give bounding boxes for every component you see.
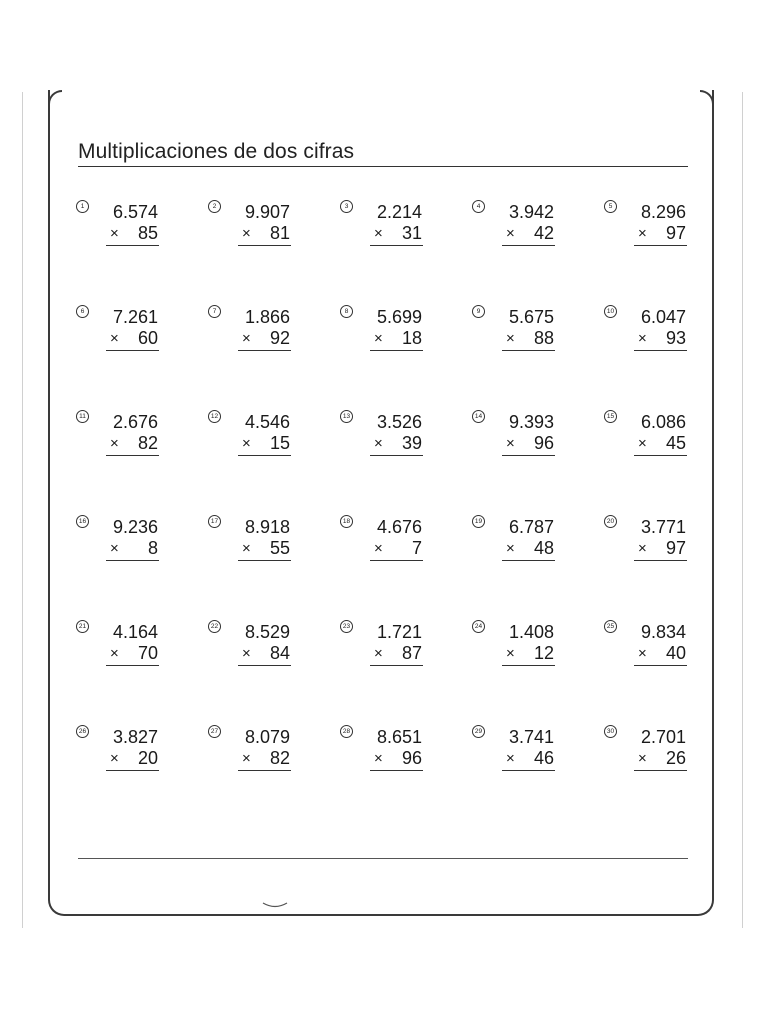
multiply-sign: ×	[374, 435, 383, 452]
multiply-sign: ×	[638, 225, 647, 242]
problem-number-badge: 24	[472, 620, 485, 633]
problem-item	[472, 723, 604, 828]
multiply-sign: ×	[242, 645, 251, 662]
problem-number-badge: 20	[604, 515, 617, 528]
answer-line	[502, 245, 555, 246]
problem-item	[604, 198, 736, 303]
problem-item	[340, 723, 472, 828]
multiplicand: 6.574	[112, 202, 158, 222]
multiplicand: 9.907	[244, 202, 290, 222]
multiply-sign: ×	[506, 750, 515, 767]
problem-number-badge: 2	[208, 200, 221, 213]
multiply-sign: ×	[242, 435, 251, 452]
multiply-sign: ×	[506, 330, 515, 347]
problem-item	[604, 408, 736, 513]
multiplier: 60	[137, 328, 158, 348]
multiplicand: 9.393	[508, 412, 554, 432]
multiplicand: 2.701	[640, 727, 686, 747]
problem-item	[208, 408, 340, 513]
problem-number-badge: 9	[472, 305, 485, 318]
multiply-sign: ×	[506, 225, 515, 242]
page-edge-right	[742, 92, 743, 928]
multiply-sign: ×	[374, 645, 383, 662]
multiply-sign: ×	[242, 330, 251, 347]
multiplicand: 2.676	[112, 412, 158, 432]
multiplier: 15	[269, 433, 290, 453]
problem-number-badge: 13	[340, 410, 353, 423]
problem-number-badge: 6	[76, 305, 89, 318]
answer-line	[634, 560, 687, 561]
multiplier: 12	[533, 643, 554, 663]
multiplier: 85	[137, 223, 158, 243]
multiplicand: 8.529	[244, 622, 290, 642]
problem-item	[76, 513, 208, 618]
multiplier: 70	[137, 643, 158, 663]
problem-item	[604, 723, 736, 828]
multiply-sign: ×	[638, 330, 647, 347]
problem-number-badge: 11	[76, 410, 89, 423]
problem-item	[472, 303, 604, 408]
multiplier: 82	[269, 748, 290, 768]
problem-item	[340, 618, 472, 723]
problem-item	[76, 303, 208, 408]
answer-line	[238, 665, 291, 666]
problem-number-badge: 29	[472, 725, 485, 738]
problem-item	[76, 198, 208, 303]
answer-line	[370, 245, 423, 246]
answer-line	[370, 665, 423, 666]
problem-grid	[76, 198, 736, 828]
multiplicand: 4.164	[112, 622, 158, 642]
problem-number-badge: 5	[604, 200, 617, 213]
answer-line	[502, 665, 555, 666]
multiplicand: 3.771	[640, 517, 686, 537]
answer-line	[106, 770, 159, 771]
answer-line	[502, 455, 555, 456]
problem-number-badge: 3	[340, 200, 353, 213]
problem-item	[340, 198, 472, 303]
multiplier: 39	[401, 433, 422, 453]
multiply-sign: ×	[110, 330, 119, 347]
problem-number-badge: 25	[604, 620, 617, 633]
multiplicand: 9.236	[112, 517, 158, 537]
multiply-sign: ×	[242, 540, 251, 557]
multiplier: 84	[269, 643, 290, 663]
problem-number-badge: 18	[340, 515, 353, 528]
title-divider	[78, 166, 688, 167]
multiplier: 31	[401, 223, 422, 243]
answer-line	[370, 770, 423, 771]
multiplier: 88	[533, 328, 554, 348]
answer-line	[106, 560, 159, 561]
problem-item	[208, 618, 340, 723]
multiplier: 82	[137, 433, 158, 453]
answer-line	[634, 245, 687, 246]
problem-number-badge: 8	[340, 305, 353, 318]
multiplier: 87	[401, 643, 422, 663]
multiply-sign: ×	[110, 435, 119, 452]
multiplicand: 1.721	[376, 622, 422, 642]
multiply-sign: ×	[374, 540, 383, 557]
multiplicand: 4.676	[376, 517, 422, 537]
answer-line	[106, 665, 159, 666]
problem-item	[208, 513, 340, 618]
problem-item	[340, 408, 472, 513]
problem-item	[208, 723, 340, 828]
multiplier: 26	[665, 748, 686, 768]
multiplier: 20	[137, 748, 158, 768]
multiply-sign: ×	[110, 750, 119, 767]
multiply-sign: ×	[110, 225, 119, 242]
problem-number-badge: 15	[604, 410, 617, 423]
problem-number-badge: 17	[208, 515, 221, 528]
multiplicand: 8.918	[244, 517, 290, 537]
multiplicand: 6.086	[640, 412, 686, 432]
problem-item	[472, 513, 604, 618]
multiply-sign: ×	[110, 540, 119, 557]
multiplicand: 8.651	[376, 727, 422, 747]
problem-number-badge: 7	[208, 305, 221, 318]
multiply-sign: ×	[506, 645, 515, 662]
answer-line	[634, 350, 687, 351]
problem-item	[76, 723, 208, 828]
problem-item	[604, 303, 736, 408]
multiply-sign: ×	[242, 750, 251, 767]
multiplier: 8	[147, 538, 158, 558]
multiply-sign: ×	[110, 645, 119, 662]
problem-number-badge: 1	[76, 200, 89, 213]
problem-item	[340, 513, 472, 618]
problem-item	[472, 408, 604, 513]
multiplicand: 3.827	[112, 727, 158, 747]
multiply-sign: ×	[242, 225, 251, 242]
multiplier: 7	[411, 538, 422, 558]
page-curl-icon	[262, 900, 288, 910]
multiplicand: 8.296	[640, 202, 686, 222]
answer-line	[370, 560, 423, 561]
answer-line	[106, 245, 159, 246]
multiply-sign: ×	[506, 435, 515, 452]
multiplier: 81	[269, 223, 290, 243]
multiplier: 92	[269, 328, 290, 348]
multiply-sign: ×	[638, 540, 647, 557]
footer-divider	[78, 858, 688, 859]
multiplicand: 2.214	[376, 202, 422, 222]
multiplicand: 9.834	[640, 622, 686, 642]
problem-item	[472, 198, 604, 303]
answer-line	[106, 350, 159, 351]
problem-item	[76, 618, 208, 723]
answer-line	[370, 350, 423, 351]
page-edge-left	[22, 92, 23, 928]
multiplicand: 8.079	[244, 727, 290, 747]
problem-item	[208, 303, 340, 408]
answer-line	[238, 350, 291, 351]
problem-item	[604, 513, 736, 618]
answer-line	[238, 245, 291, 246]
problem-number-badge: 26	[76, 725, 89, 738]
multiplier: 42	[533, 223, 554, 243]
multiply-sign: ×	[374, 225, 383, 242]
problem-item	[340, 303, 472, 408]
multiply-sign: ×	[506, 540, 515, 557]
multiplier: 96	[533, 433, 554, 453]
problem-item	[472, 618, 604, 723]
problem-number-badge: 21	[76, 620, 89, 633]
problem-number-badge: 4	[472, 200, 485, 213]
multiply-sign: ×	[638, 750, 647, 767]
answer-line	[238, 770, 291, 771]
answer-line	[238, 455, 291, 456]
answer-line	[370, 455, 423, 456]
problem-number-badge: 16	[76, 515, 89, 528]
multiplier: 97	[665, 538, 686, 558]
multiply-sign: ×	[374, 750, 383, 767]
multiplier: 45	[665, 433, 686, 453]
problem-item	[208, 198, 340, 303]
problem-number-badge: 22	[208, 620, 221, 633]
answer-line	[502, 350, 555, 351]
multiply-sign: ×	[638, 645, 647, 662]
answer-line	[634, 455, 687, 456]
problem-number-badge: 30	[604, 725, 617, 738]
problem-item	[76, 408, 208, 513]
problem-item	[604, 618, 736, 723]
answer-line	[634, 770, 687, 771]
answer-line	[634, 665, 687, 666]
worksheet-title: Multiplicaciones de dos cifras	[78, 140, 355, 163]
problem-number-badge: 27	[208, 725, 221, 738]
multiplier: 18	[401, 328, 422, 348]
multiplier: 97	[665, 223, 686, 243]
multiplicand: 5.699	[376, 307, 422, 327]
multiplier: 93	[665, 328, 686, 348]
multiplicand: 7.261	[112, 307, 158, 327]
problem-number-badge: 28	[340, 725, 353, 738]
multiplicand: 3.526	[376, 412, 422, 432]
multiplier: 55	[269, 538, 290, 558]
multiplier: 40	[665, 643, 686, 663]
multiplicand: 3.741	[508, 727, 554, 747]
multiplicand: 1.866	[244, 307, 290, 327]
problem-number-badge: 19	[472, 515, 485, 528]
problem-number-badge: 23	[340, 620, 353, 633]
multiplier: 96	[401, 748, 422, 768]
multiplicand: 4.546	[244, 412, 290, 432]
multiplier: 46	[533, 748, 554, 768]
multiplicand: 3.942	[508, 202, 554, 222]
problem-number-badge: 12	[208, 410, 221, 423]
multiplicand: 1.408	[508, 622, 554, 642]
answer-line	[502, 560, 555, 561]
problem-number-badge: 10	[604, 305, 617, 318]
multiply-sign: ×	[374, 330, 383, 347]
answer-line	[502, 770, 555, 771]
multiplicand: 6.047	[640, 307, 686, 327]
multiply-sign: ×	[638, 435, 647, 452]
problem-number-badge: 14	[472, 410, 485, 423]
multiplicand: 5.675	[508, 307, 554, 327]
multiplicand: 6.787	[508, 517, 554, 537]
answer-line	[106, 455, 159, 456]
multiplier: 48	[533, 538, 554, 558]
answer-line	[238, 560, 291, 561]
